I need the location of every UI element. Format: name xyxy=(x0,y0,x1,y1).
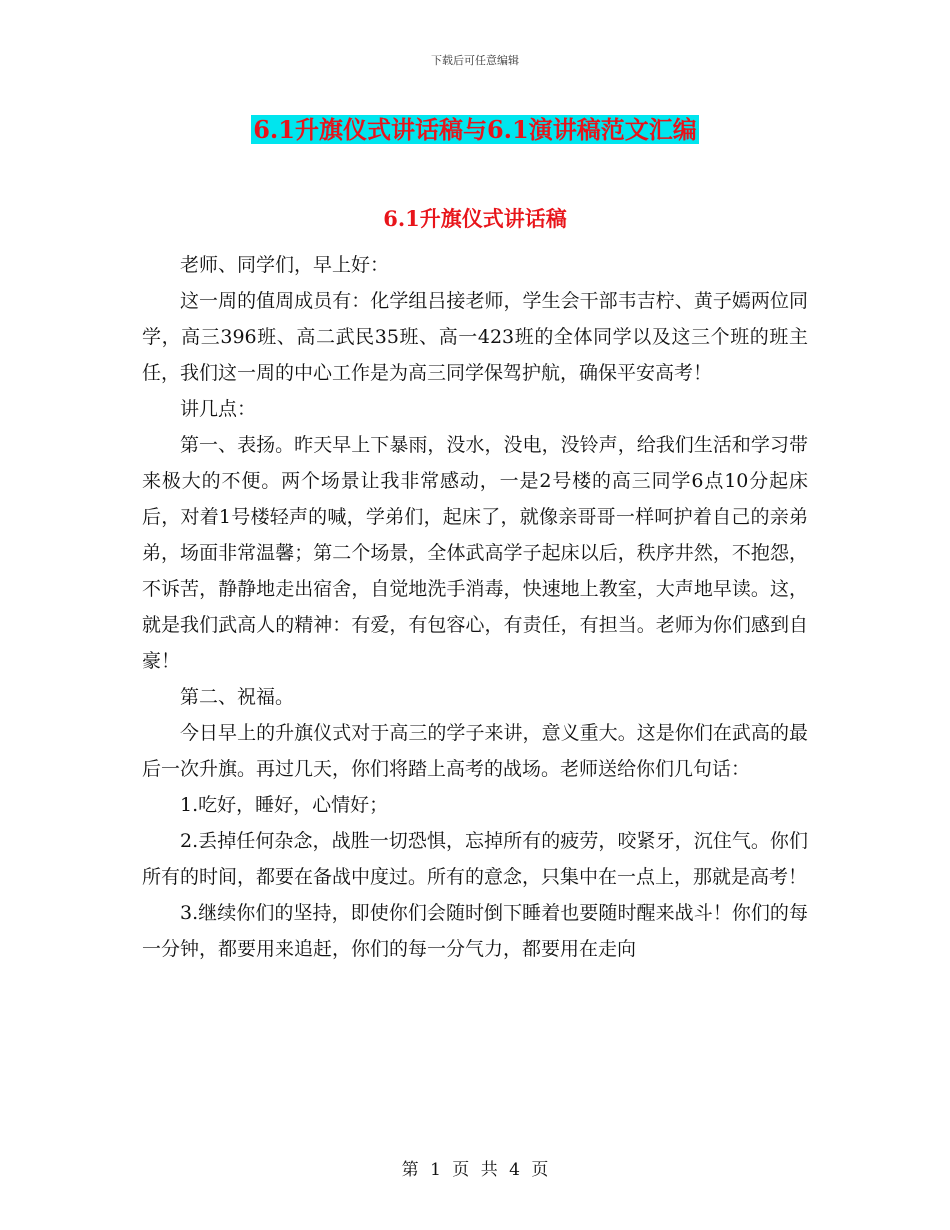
paragraph: 老师、同学们，早上好： xyxy=(180,254,390,276)
header-note: 下载后可任意编辑 xyxy=(431,54,519,67)
paragraph: 这一周的值周成员有：化学组吕接老师，学生会干部韦吉柠、黄子嫣两位同学，高三396班、高二武民35班、高一423班的全体同学以及这三个班的班主任，我们这一周的中心工作是为高三同学保驾护航，确保平安高考！ xyxy=(142,290,808,384)
paragraph: 今日早上的升旗仪式对于高三的学子来讲，意义重大。这是你们在武高的最后一次升旗。再过几天，你们将踏上高考的战场。老师送给你们几句话： xyxy=(142,722,808,780)
paragraph: 第二、祝福。 xyxy=(180,686,295,708)
page-footer: 第 1 页 共 4 页 xyxy=(401,1160,549,1180)
main-title-text: 6.1升旗仪式讲话稿与6.1演讲稿范文汇编 xyxy=(253,115,697,144)
paragraph: 讲几点： xyxy=(180,398,257,420)
body-text xyxy=(142,247,808,967)
paragraph: 3.继续你们的坚持，即使你们会随时倒下睡着也要随时醒来战斗！你们的每一分钟，都要用来追赶，你们的每一分气力，都要用在走向 xyxy=(142,902,808,960)
paragraph: 2.丢掉任何杂念，战胜一切恐惧，忘掉所有的疲劳，咬紧牙，沉住气。你们所有的时间，都要在备战中度过。所有的意念，只集中在一点上，那就是高考！ xyxy=(142,830,808,888)
paragraph: 1.吃好，睡好，心情好； xyxy=(180,794,389,816)
main-title xyxy=(0,113,950,147)
paragraph: 第一、表扬。昨天早上下暴雨，没水，没电，没铃声，给我们生活和学习带来极大的不便。两个场景让我非常感动，一是2号楼的高三同学6点10分起床后，对着1号楼轻声的喊，学弟们，起床了，就像亲哥哥一样呵护着自己的亲弟弟，场面非常温馨；第二个场景，全体武高学子起床以后，秩序井然，不抱怨，不诉苦，静静地走出宿舍，自觉地洗手消毒，快速地上教室，大声地早读。这，就是我们武高人的精神：有爱，有包容心，有责任，有担当。老师为你们感到自豪！ xyxy=(142,434,808,672)
section-title: 6.1升旗仪式讲话稿 xyxy=(383,206,567,231)
